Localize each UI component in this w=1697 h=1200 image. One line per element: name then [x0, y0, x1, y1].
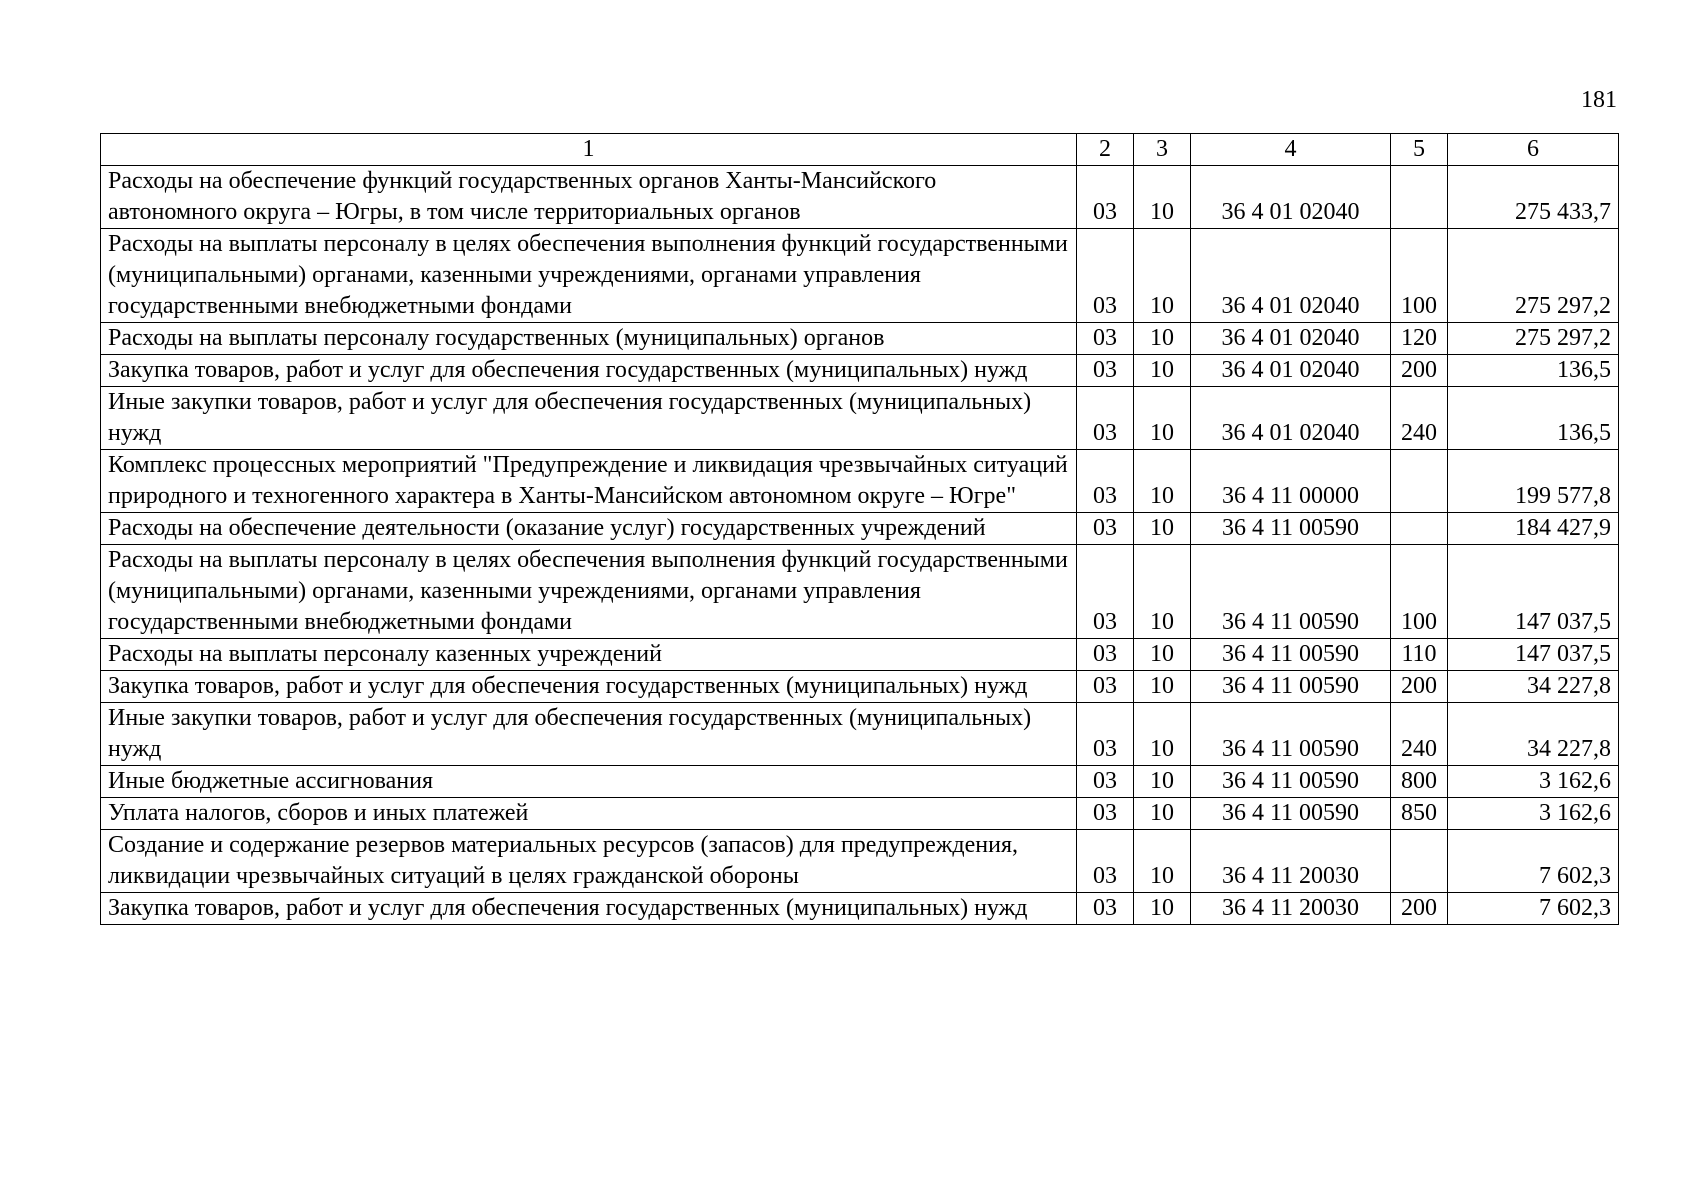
table-row — [101, 830, 1619, 893]
table-row — [101, 387, 1619, 450]
section-code: 03 — [1077, 671, 1134, 703]
expense-type-code — [1391, 513, 1448, 545]
subsection-code: 10 — [1134, 387, 1191, 450]
subsection-code: 10 — [1134, 798, 1191, 830]
table-row — [101, 355, 1619, 387]
amount: 184 427,9 — [1448, 513, 1619, 545]
section-code: 03 — [1077, 229, 1134, 323]
expense-type-code — [1391, 166, 1448, 229]
subsection-code: 10 — [1134, 671, 1191, 703]
table-row — [101, 703, 1619, 766]
table-row — [101, 166, 1619, 229]
subsection-code: 10 — [1134, 545, 1191, 639]
section-code: 03 — [1077, 323, 1134, 355]
expense-name: Расходы на обеспечение деятельности (оказание услуг) государственных учреждений — [101, 513, 1077, 545]
subsection-code: 10 — [1134, 639, 1191, 671]
expense-type-code — [1391, 830, 1448, 893]
expense-type-code: 200 — [1391, 893, 1448, 925]
section-code: 03 — [1077, 545, 1134, 639]
expense-type-code: 110 — [1391, 639, 1448, 671]
target-article-code: 36 4 11 00590 — [1191, 766, 1391, 798]
subsection-code: 10 — [1134, 513, 1191, 545]
expense-name: Создание и содержание резервов материальных ресурсов (запасов) для предупреждения, ликвидации чрезвычайных ситуаций в целях гражданской обороны — [101, 830, 1077, 893]
amount: 3 162,6 — [1448, 766, 1619, 798]
subsection-code: 10 — [1134, 703, 1191, 766]
expense-name: Уплата налогов, сборов и иных платежей — [101, 798, 1077, 830]
expense-name: Комплекс процессных мероприятий "Предупреждение и ликвидация чрезвычайных ситуаций природного и техногенного характера в Ханты-Мансийском автономном округе – Югре" — [101, 450, 1077, 513]
target-article-code: 36 4 11 20030 — [1191, 830, 1391, 893]
table-row — [101, 229, 1619, 323]
amount: 147 037,5 — [1448, 545, 1619, 639]
target-article-code: 36 4 01 02040 — [1191, 387, 1391, 450]
section-code: 03 — [1077, 766, 1134, 798]
column-header-4: 4 — [1191, 134, 1391, 166]
amount: 275 433,7 — [1448, 166, 1619, 229]
target-article-code: 36 4 11 00590 — [1191, 703, 1391, 766]
expense-name: Расходы на выплаты персоналу в целях обеспечения выполнения функций государственными (муниципальными) органами, казенными учреждениями, органами управления государственными внебюджетными фондами — [101, 545, 1077, 639]
column-header-2: 2 — [1077, 134, 1134, 166]
target-article-code: 36 4 01 02040 — [1191, 355, 1391, 387]
amount: 7 602,3 — [1448, 830, 1619, 893]
section-code: 03 — [1077, 387, 1134, 450]
table-row — [101, 323, 1619, 355]
target-article-code: 36 4 11 00590 — [1191, 545, 1391, 639]
target-article-code: 36 4 11 00590 — [1191, 671, 1391, 703]
table-row — [101, 798, 1619, 830]
amount: 34 227,8 — [1448, 703, 1619, 766]
expense-type-code: 120 — [1391, 323, 1448, 355]
target-article-code: 36 4 11 00590 — [1191, 513, 1391, 545]
section-code: 03 — [1077, 355, 1134, 387]
amount: 275 297,2 — [1448, 323, 1619, 355]
expense-type-code: 240 — [1391, 703, 1448, 766]
section-code: 03 — [1077, 450, 1134, 513]
target-article-code: 36 4 11 00590 — [1191, 798, 1391, 830]
amount: 199 577,8 — [1448, 450, 1619, 513]
section-code: 03 — [1077, 893, 1134, 925]
expense-name: Расходы на обеспечение функций государственных органов Ханты-Мансийского автономного округа – Югры, в том числе территориальных органов — [101, 166, 1077, 229]
expense-type-code: 100 — [1391, 545, 1448, 639]
table-row — [101, 893, 1619, 925]
column-header-3: 3 — [1134, 134, 1191, 166]
column-header-5: 5 — [1391, 134, 1448, 166]
expense-name: Закупка товаров, работ и услуг для обеспечения государственных (муниципальных) нужд — [101, 355, 1077, 387]
column-header-6: 6 — [1448, 134, 1619, 166]
subsection-code: 10 — [1134, 323, 1191, 355]
section-code: 03 — [1077, 639, 1134, 671]
amount: 275 297,2 — [1448, 229, 1619, 323]
expense-type-code: 200 — [1391, 671, 1448, 703]
target-article-code: 36 4 01 02040 — [1191, 166, 1391, 229]
expense-type-code — [1391, 450, 1448, 513]
subsection-code: 10 — [1134, 766, 1191, 798]
amount: 34 227,8 — [1448, 671, 1619, 703]
table-row — [101, 671, 1619, 703]
table-row — [101, 766, 1619, 798]
target-article-code: 36 4 11 20030 — [1191, 893, 1391, 925]
target-article-code: 36 4 01 02040 — [1191, 323, 1391, 355]
column-header-1: 1 — [101, 134, 1077, 166]
section-code: 03 — [1077, 798, 1134, 830]
expense-type-code: 200 — [1391, 355, 1448, 387]
subsection-code: 10 — [1134, 893, 1191, 925]
table-row — [101, 450, 1619, 513]
section-code: 03 — [1077, 513, 1134, 545]
expense-name: Закупка товаров, работ и услуг для обеспечения государственных (муниципальных) нужд — [101, 671, 1077, 703]
section-code: 03 — [1077, 830, 1134, 893]
target-article-code: 36 4 11 00590 — [1191, 639, 1391, 671]
table-header-row — [101, 134, 1619, 166]
table-row — [101, 545, 1619, 639]
target-article-code: 36 4 01 02040 — [1191, 229, 1391, 323]
amount: 136,5 — [1448, 387, 1619, 450]
amount: 3 162,6 — [1448, 798, 1619, 830]
expense-name: Иные закупки товаров, работ и услуг для обеспечения государственных (муниципальных) нужд — [101, 387, 1077, 450]
expense-name: Закупка товаров, работ и услуг для обеспечения государственных (муниципальных) нужд — [101, 893, 1077, 925]
section-code: 03 — [1077, 166, 1134, 229]
subsection-code: 10 — [1134, 355, 1191, 387]
subsection-code: 10 — [1134, 166, 1191, 229]
subsection-code: 10 — [1134, 229, 1191, 323]
budget-table — [100, 133, 1619, 925]
expense-type-code: 850 — [1391, 798, 1448, 830]
expense-name: Иные бюджетные ассигнования — [101, 766, 1077, 798]
amount: 7 602,3 — [1448, 893, 1619, 925]
expense-name: Расходы на выплаты персоналу казенных учреждений — [101, 639, 1077, 671]
subsection-code: 10 — [1134, 450, 1191, 513]
expense-name: Расходы на выплаты персоналу государственных (муниципальных) органов — [101, 323, 1077, 355]
subsection-code: 10 — [1134, 830, 1191, 893]
expense-type-code: 240 — [1391, 387, 1448, 450]
amount: 136,5 — [1448, 355, 1619, 387]
page-number: 181 — [1581, 87, 1617, 113]
target-article-code: 36 4 11 00000 — [1191, 450, 1391, 513]
table-row — [101, 639, 1619, 671]
amount: 147 037,5 — [1448, 639, 1619, 671]
expense-type-code: 800 — [1391, 766, 1448, 798]
section-code: 03 — [1077, 703, 1134, 766]
table-row — [101, 513, 1619, 545]
expense-name: Расходы на выплаты персоналу в целях обеспечения выполнения функций государственными (муниципальными) органами, казенными учреждениями, органами управления государственными внебюджетными фондами — [101, 229, 1077, 323]
expense-type-code: 100 — [1391, 229, 1448, 323]
expense-name: Иные закупки товаров, работ и услуг для обеспечения государственных (муниципальных) нужд — [101, 703, 1077, 766]
